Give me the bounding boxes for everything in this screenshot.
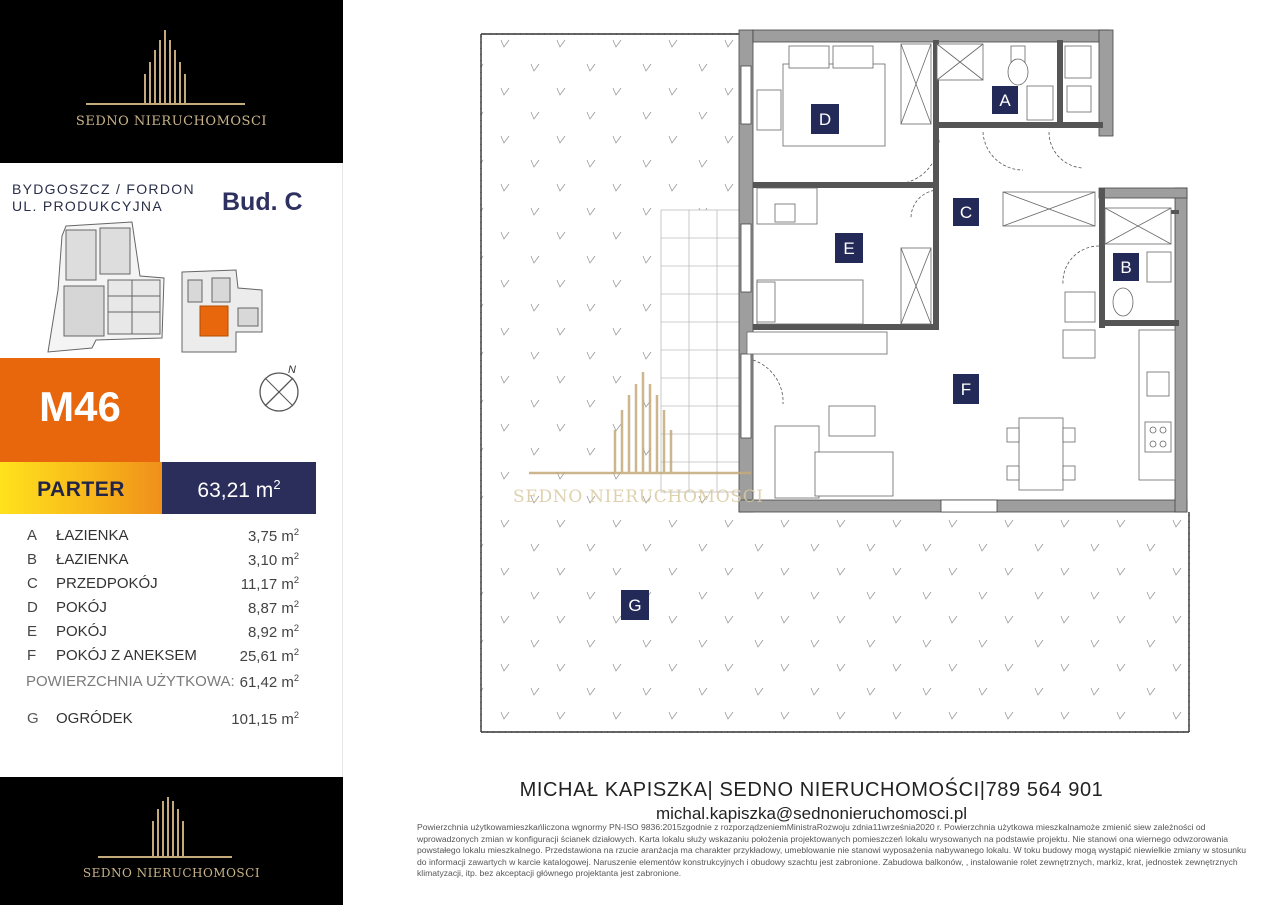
brand-name: SEDNO NIERUCHOMOSCI [82, 866, 261, 880]
site-plan-icon [44, 216, 169, 356]
room-row: D POKÓJ 8,87 $m^2$ [27, 599, 299, 617]
street-name: UL. PRODUKCYJNA [12, 198, 163, 214]
plan-label-g: G [628, 596, 642, 615]
location [12, 181, 195, 215]
disclaimer: Powierzchnia użytkowamieszkańliczona wgnormy PN-ISO 9836:2015zgodnie z rozporządzeniemMinistraRozwoju zdnia11września2020 r. Powierzchnia użytkowa mieszkalnamoże zmienić siew zależności od wprowadzonych zmian w konfiguracji ścianek działowych. Karta lokalu służy wskazaniu położenia projektowanych pomieszczeń lokalu wrysowanych na podstawie projektu. Nie stanowi ona wiernego odwzorowania powstałego lokalu mieszkalnego. Przedstawiona na rzucie aranżacja ma charakter przykładowy, umeblowanie nie stanowi wyposażenia nabywanego lokalu. W toku budowy mogą wystąpić niewielkie zmiany w stosunku do informacji zawartych w karcie katalogowej. Naruszenie elementów konstrukcyjnych i obudowy szachtu jest zabronione. Zabudowa balkonów, , instalowanie rolet zewnętrznych, markiz, krat, jednostek zewnętrznych klimatyzacji, itp. bez akceptacji głównego projektanta jest zabronione. [417, 822, 1247, 879]
building-plan-icon [176, 268, 271, 356]
total-area: 63,21 $m^2$ [197, 477, 281, 502]
plan-label-d: D [818, 110, 832, 129]
room-row: B ŁAZIENKA 3,10 $m^2$ [27, 551, 299, 569]
room-row: C PRZEDPOKÓJ 11,17 $m^2$ [27, 575, 299, 593]
plan-label-f: F [960, 380, 972, 399]
terrace [661, 210, 745, 492]
contact-email[interactable]: michal.kapiszka@sednonieruchomosci.pl [655, 804, 968, 823]
floor-label: PARTER [37, 478, 125, 501]
room-row: A ŁAZIENKA 3,75 $m^2$ [27, 527, 299, 545]
info-panel [0, 0, 343, 905]
room-row: E POKÓJ 8,92 $m^2$ [27, 623, 299, 641]
logo-icon [0, 777, 343, 905]
plan-label-c: C [959, 203, 973, 222]
plan-label-b: B [1120, 258, 1132, 277]
floor-plan [343, 0, 1280, 775]
watermark-text: SEDNO NIERUCHOMOSCI [513, 487, 764, 507]
brand-logo-bottom [0, 777, 343, 905]
logo-icon [0, 0, 343, 163]
garden-row: G OGRÓDEK 101,15 $m^2$ [27, 710, 299, 728]
building-label: Bud. C [222, 188, 303, 216]
brand-logo-top [0, 0, 343, 163]
compass-icon [255, 360, 315, 420]
room-row: F POKÓJ Z ANEKSEM 25,61 $m^2$ [27, 647, 299, 665]
plan-label-a: A [999, 91, 1011, 110]
apartment-code: M46 [39, 383, 121, 430]
contact-line: MICHAŁ KAPISZKA| SEDNO NIERUCHOMOŚCI|789 564 901 [519, 779, 1104, 801]
usable-area-row: POWIERZCHNIA UŻYTKOWA: 61,42 $m^2$ [26, 673, 299, 691]
brand-name: SEDNO NIERUCHOMOSCI [75, 114, 268, 129]
plan-label-e: E [843, 239, 855, 258]
compass-north-label: N [288, 364, 296, 376]
city-name: BYDGOSZCZ / FORDON [12, 181, 195, 197]
